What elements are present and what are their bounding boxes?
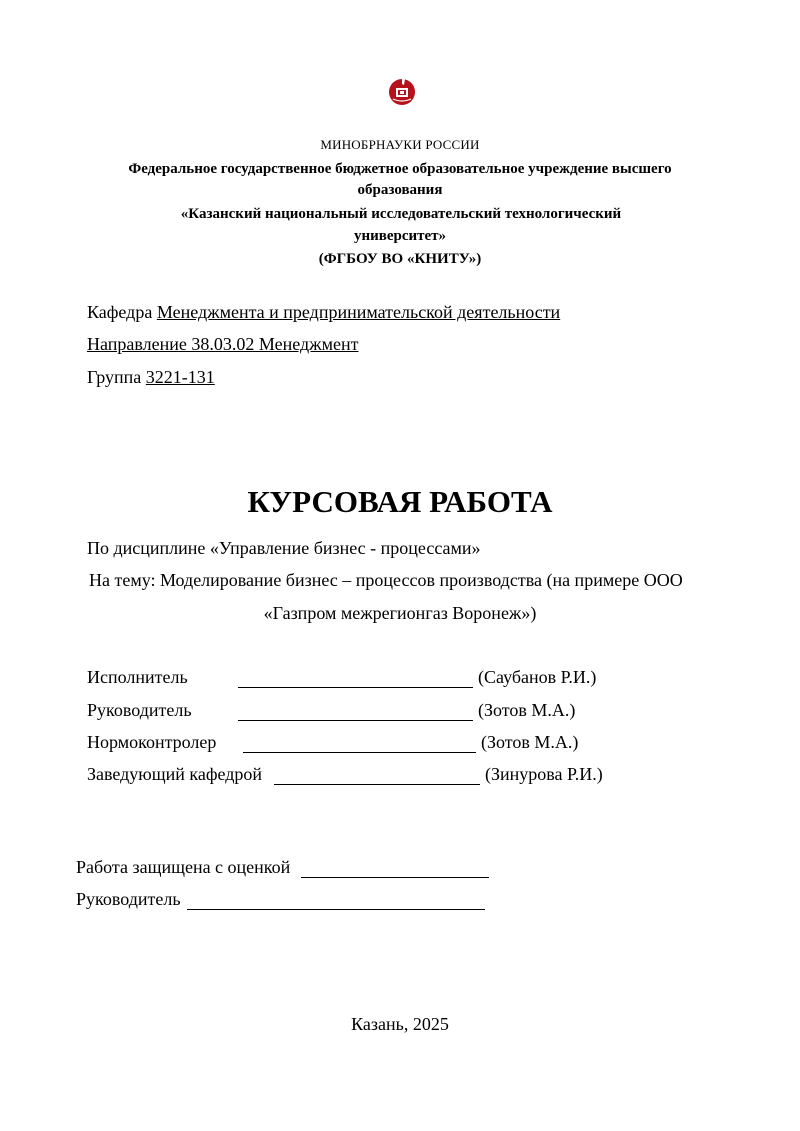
city-year: Казань, 2025 <box>351 1014 449 1034</box>
supervisor-line <box>187 908 485 910</box>
signature-role: Исполнитель <box>87 667 188 687</box>
university-line-1: «Казанский национальный исследовательский технологический <box>180 206 622 222</box>
university-emblem-icon <box>388 78 416 106</box>
topic-line-2: «Газпром межрегионгаз Воронеж») <box>263 603 537 623</box>
document-title: КУРСОВАЯ РАБОТА <box>247 484 553 519</box>
institution-line-1: Федеральное государственное бюджетное образовательное учреждение высшего <box>128 161 672 177</box>
abbreviation-label: (ФГБОУ ВО «КНИТУ») <box>318 251 482 267</box>
signature-row-executor <box>87 667 188 688</box>
signature-line <box>274 783 480 785</box>
signature-line <box>238 719 473 721</box>
signature-role: Руководитель <box>87 700 192 720</box>
signature-role: Заведующий кафедрой <box>87 764 263 784</box>
topic-line-1: На тему: Моделирование бизнес – процессов производства (на примере ООО <box>89 570 683 590</box>
signature-name: (Саубанов Р.И.) <box>478 667 597 687</box>
university-line-2: университет» <box>353 228 447 244</box>
direction-row: Направление 38.03.02 Менеджмент <box>87 334 359 354</box>
signature-name: (Зотов М.А.) <box>478 700 576 720</box>
signature-role: Нормоконтролер <box>87 732 217 752</box>
discipline-line: По дисциплине «Управление бизнес - процессами» <box>87 538 481 558</box>
grade-line <box>301 876 489 878</box>
institution-line-2: образования <box>357 182 443 198</box>
grade-label: Работа защищена с оценкой <box>76 857 291 877</box>
signature-line <box>238 686 473 688</box>
department-label: Кафедра <box>87 302 153 322</box>
department-value: Менеджмента и предпринимательской деятельности <box>156 302 561 322</box>
group-row <box>87 367 215 388</box>
ministry-label: МИНОБРНАУКИ РОССИИ <box>320 137 480 152</box>
supervisor-label: Руководитель <box>76 889 181 909</box>
signature-line <box>243 751 476 753</box>
signature-row-head <box>87 764 262 785</box>
group-label: Группа <box>87 367 142 387</box>
signature-name: (Зинурова Р.И.) <box>485 764 603 784</box>
department-row <box>87 302 560 323</box>
signature-row-supervisor <box>87 700 192 721</box>
signature-name: (Зотов М.А.) <box>481 732 579 752</box>
signature-row-normcontrol <box>87 732 216 753</box>
group-value: 3221-131 <box>145 367 215 387</box>
